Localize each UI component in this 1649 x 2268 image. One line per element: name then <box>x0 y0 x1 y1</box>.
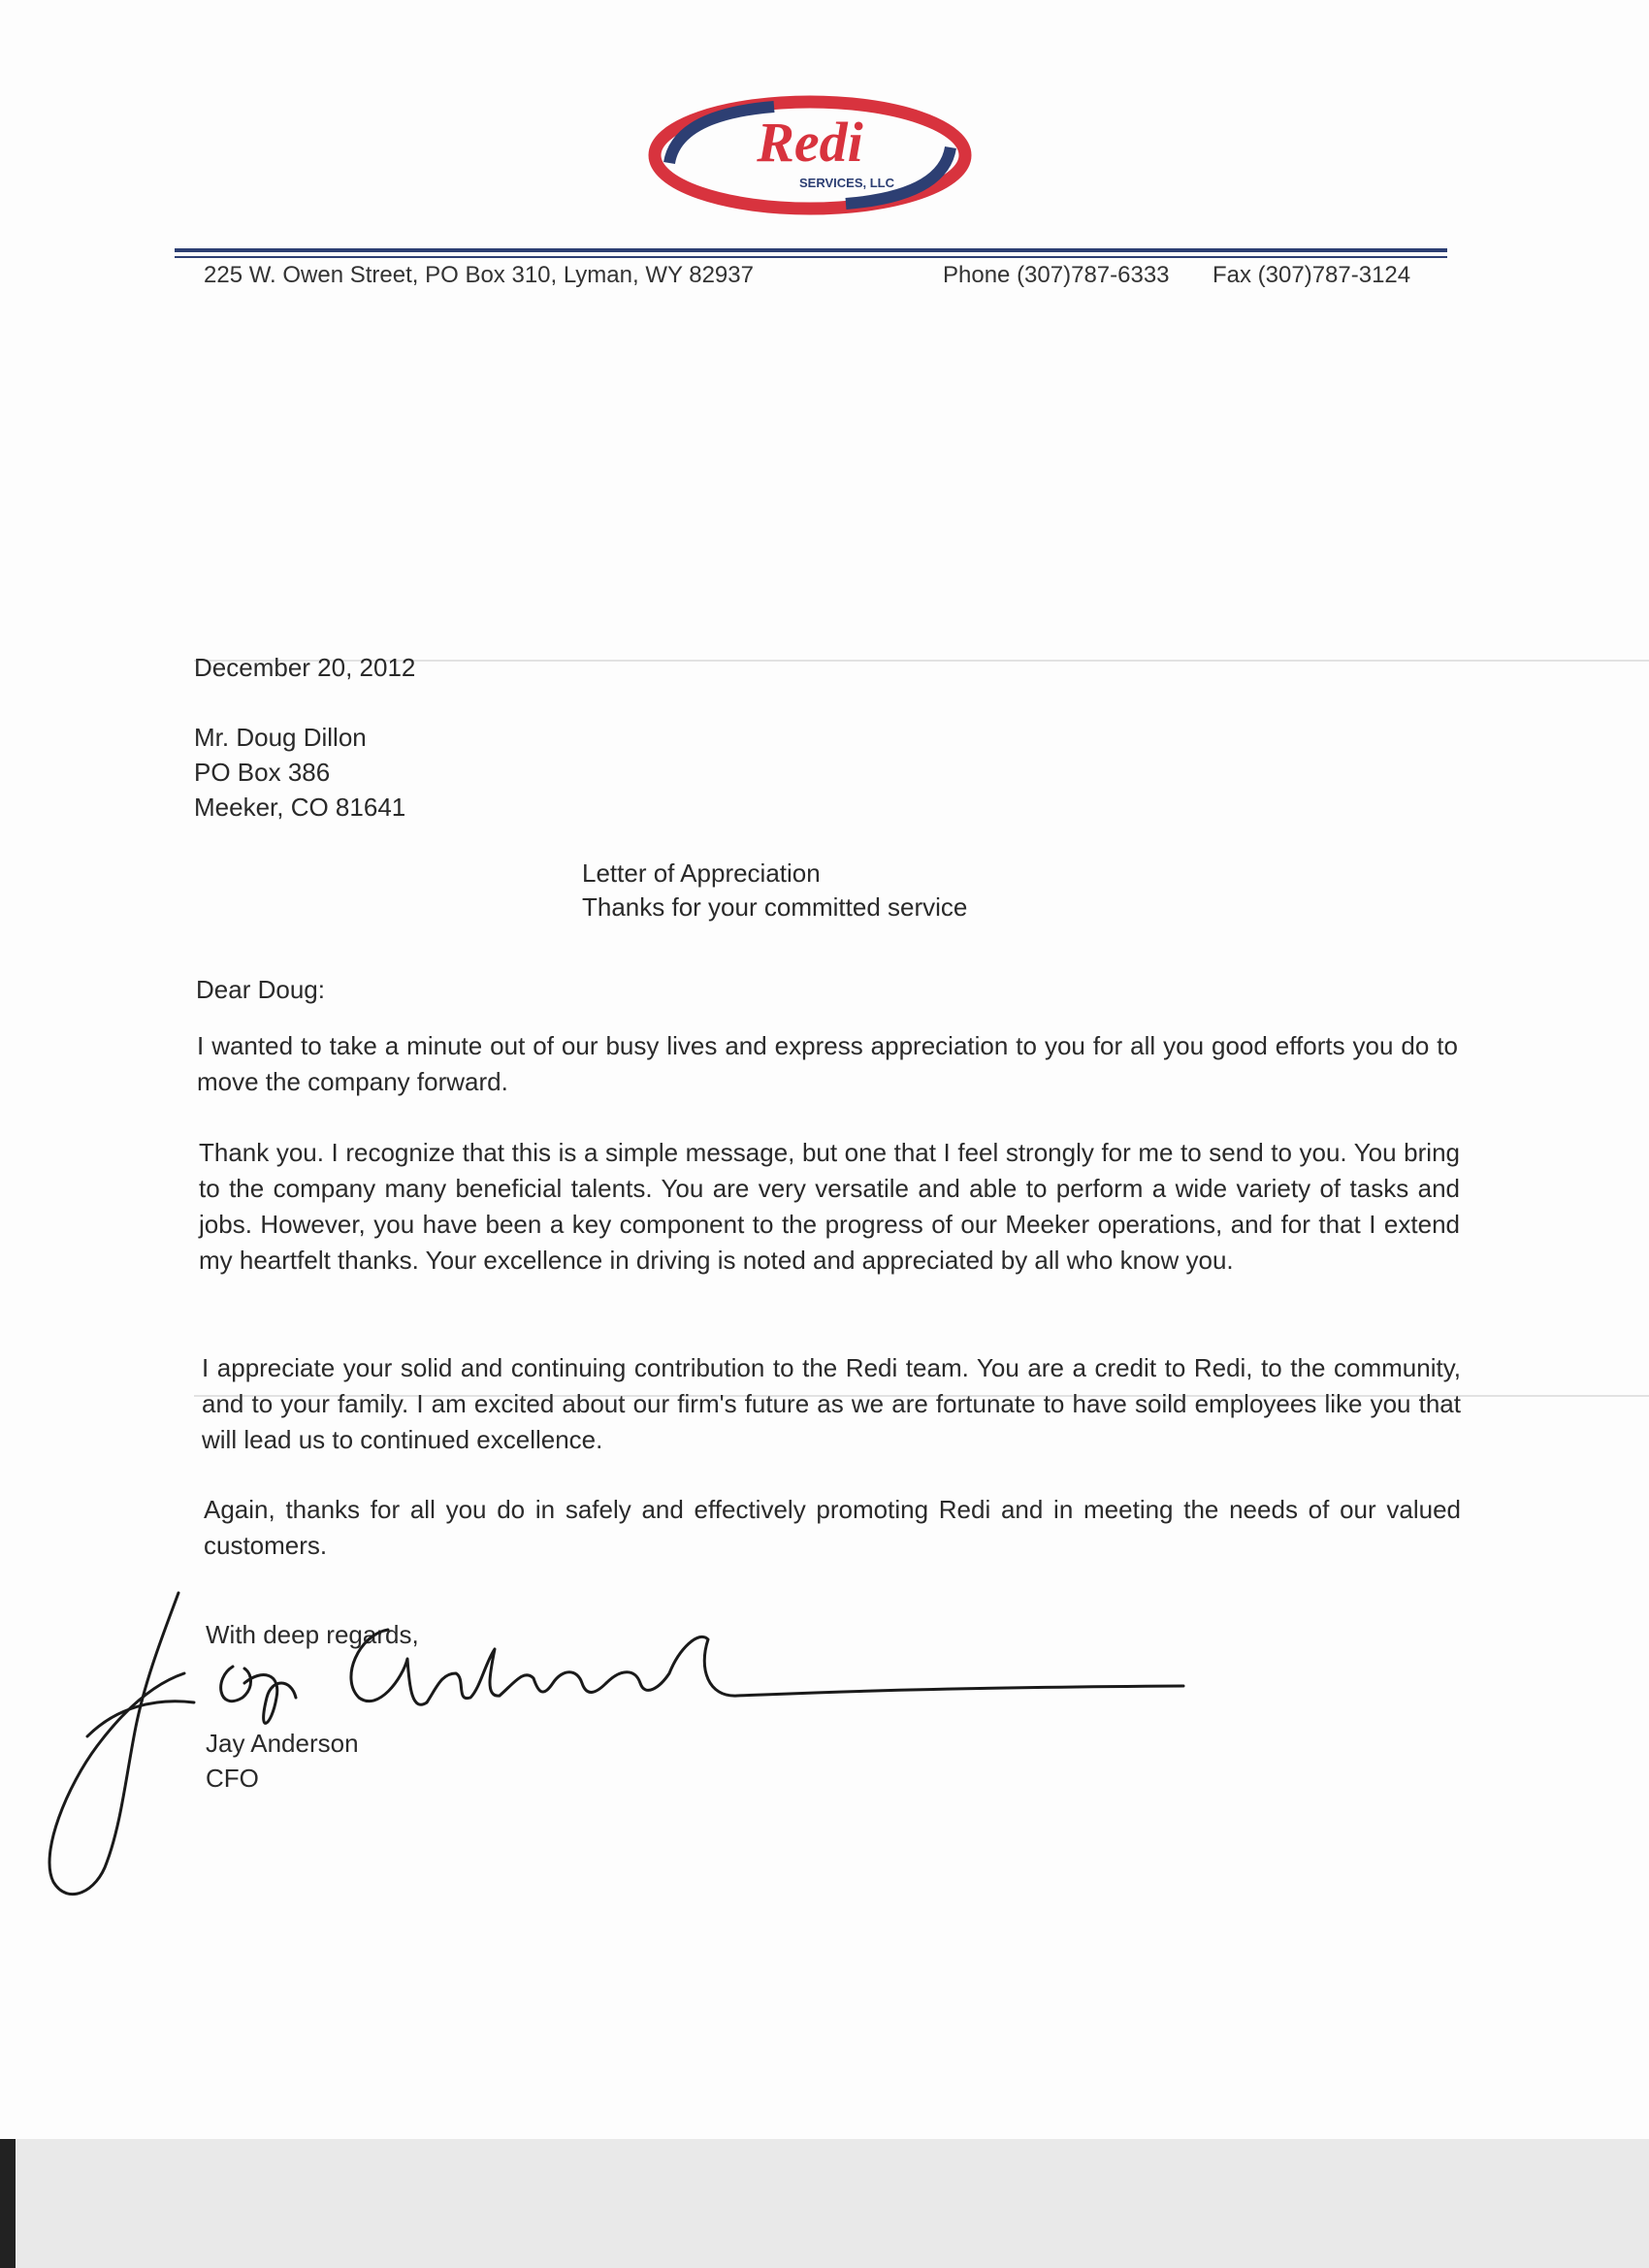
scan-edge <box>0 2139 16 2268</box>
letterhead-rule <box>175 256 1447 258</box>
letter-date: December 20, 2012 <box>194 653 416 682</box>
recipient-address-line: PO Box 386 <box>194 758 331 787</box>
closing: With deep regards, <box>206 1620 419 1649</box>
recipient-city-line: Meeker, CO 81641 <box>194 793 406 822</box>
letterhead-rule <box>175 248 1447 252</box>
subject-subline: Thanks for your committed service <box>582 892 968 922</box>
salutation: Dear Doug: <box>196 975 325 1004</box>
body-paragraph-4: Again, thanks for all you do in safely and effectively promoting Redi and in meeting the needs of our valued customers. <box>204 1495 1461 1560</box>
logo-subtext: SERVICES, LLC <box>798 176 895 190</box>
letterhead-phone: Phone (307)787-6333 <box>943 262 1170 288</box>
body-paragraph-2: Thank you. I recognize that this is a simple message, but one that I feel strongly for me to send to you. You bring to the company many beneficial talents. You are very versatile and able to perform a wide variety of tasks and jobs. However, you have been a key component to the progress of our Meeker operations, and for that I extend my heartfelt thanks. Your excellence in driving is noted and appreciated by all who know you. <box>199 1138 1460 1275</box>
recipient-name: Mr. Doug Dillon <box>194 723 367 752</box>
logo-wordmark: Redi <box>757 111 863 174</box>
body-paragraph-1: I wanted to take a minute out of our busy lives and express appreciation to you for all you good efforts you do to move the company forward. <box>197 1031 1458 1096</box>
scan-background-strip <box>0 2139 1649 2268</box>
body-paragraph-3: I appreciate your solid and continuing contribution to the Redi team. You are a credit to Redi, to the community, and to your family. I am excited about our firm's future as we are fortunate to have soild employees like you that will lead us to continued excellence. <box>202 1353 1461 1454</box>
letterhead-address: 225 W. Owen Street, PO Box 310, Lyman, WY 82937 <box>204 262 754 288</box>
letterhead-fax: Fax (307)787-3124 <box>1212 262 1411 288</box>
signer-title: CFO <box>206 1764 259 1793</box>
redi-logo <box>648 95 972 215</box>
signer-name: Jay Anderson <box>206 1729 359 1758</box>
subject-line: Letter of Appreciation <box>582 859 821 888</box>
